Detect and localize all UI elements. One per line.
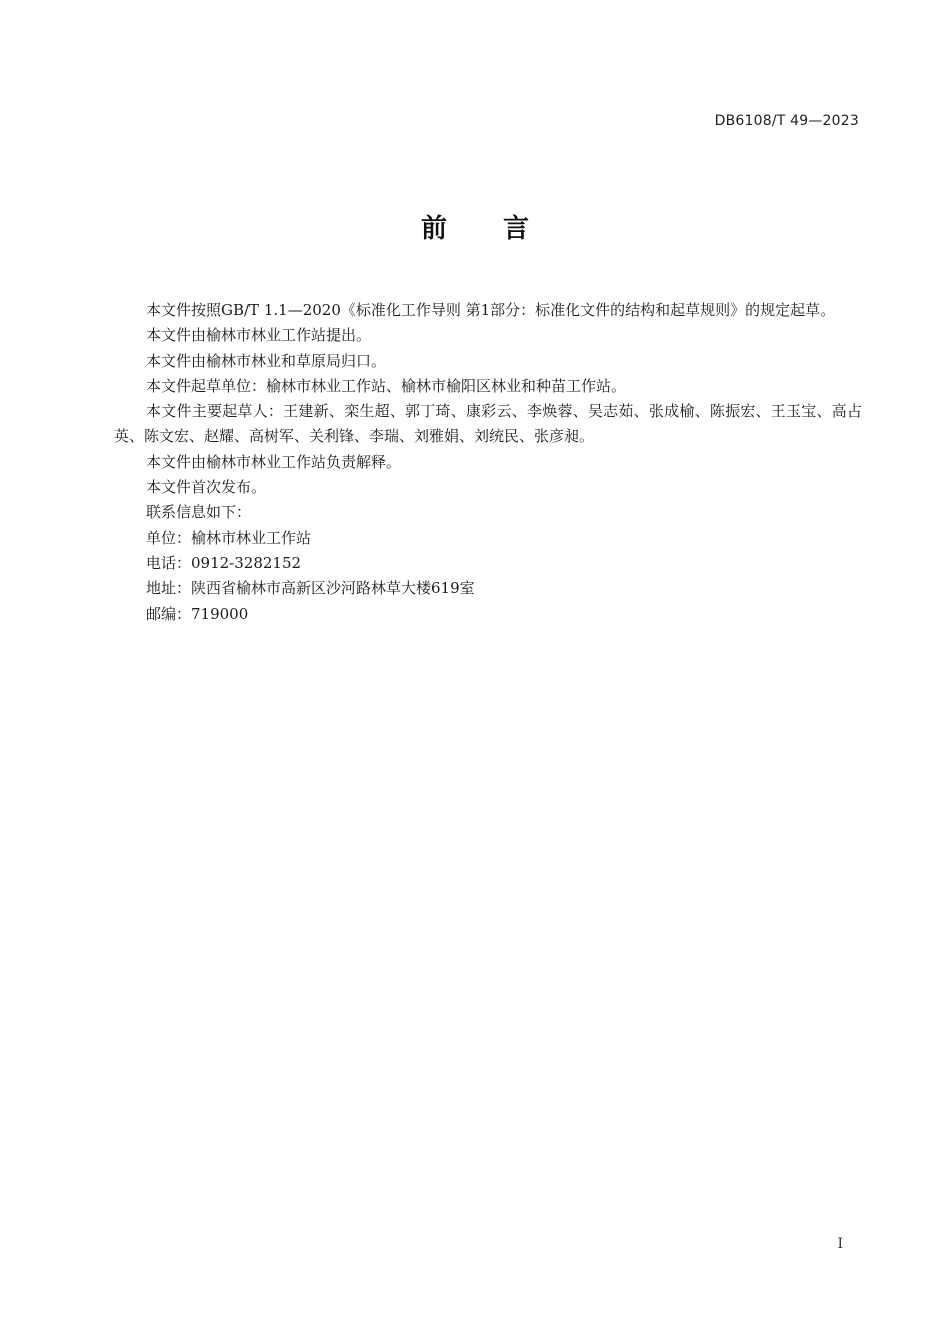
contact-address: 地址：陕西省榆林市高新区沙河路林草大楼619室 [146, 579, 475, 598]
paragraph-interpretation: 本文件由榆林市林业工作站负责解释。 [146, 452, 402, 471]
paragraph-drafting-units: 本文件起草单位：榆林市林业工作站、榆林市榆阳区林业和种苗工作站。 [146, 376, 627, 395]
contact-postcode: 邮编：719000 [146, 604, 249, 623]
title-char-1: 前 [420, 214, 447, 244]
page-title [0, 208, 950, 245]
paragraph-administrator: 本文件由榆林市林业和草原局归口。 [146, 351, 387, 370]
document-code: DB6108/T 49—2023 [714, 113, 859, 129]
paragraph-first-release: 本文件首次发布。 [146, 478, 267, 497]
paragraph-drafters: 本文件主要起草人：王建新、栾生超、郭丁琦、康彩云、李焕蓉、吴志茹、张成榆、陈振宏、王玉宝、高占英、陈文宏、赵耀、高树军、关利锋、李瑞、刘雅娟、刘统民、张彦昶。 [114, 402, 862, 446]
paragraph-drafting-rules: 本文件按照GB/T 1.1—2020《标准化工作导则 第1部分：标准化文件的结构和起草规则》的规定起草。 [146, 301, 836, 319]
contact-unit: 单位：榆林市林业工作站 [146, 528, 312, 547]
paragraph-contact-heading: 联系信息如下： [146, 503, 252, 522]
page-number: I [837, 1236, 843, 1252]
paragraph-proposer: 本文件由榆林市林业工作站提出。 [146, 326, 372, 345]
foreword-body [114, 298, 862, 627]
title-char-2: 言 [503, 214, 530, 244]
contact-phone: 电话：0912-3282152 [146, 553, 302, 572]
